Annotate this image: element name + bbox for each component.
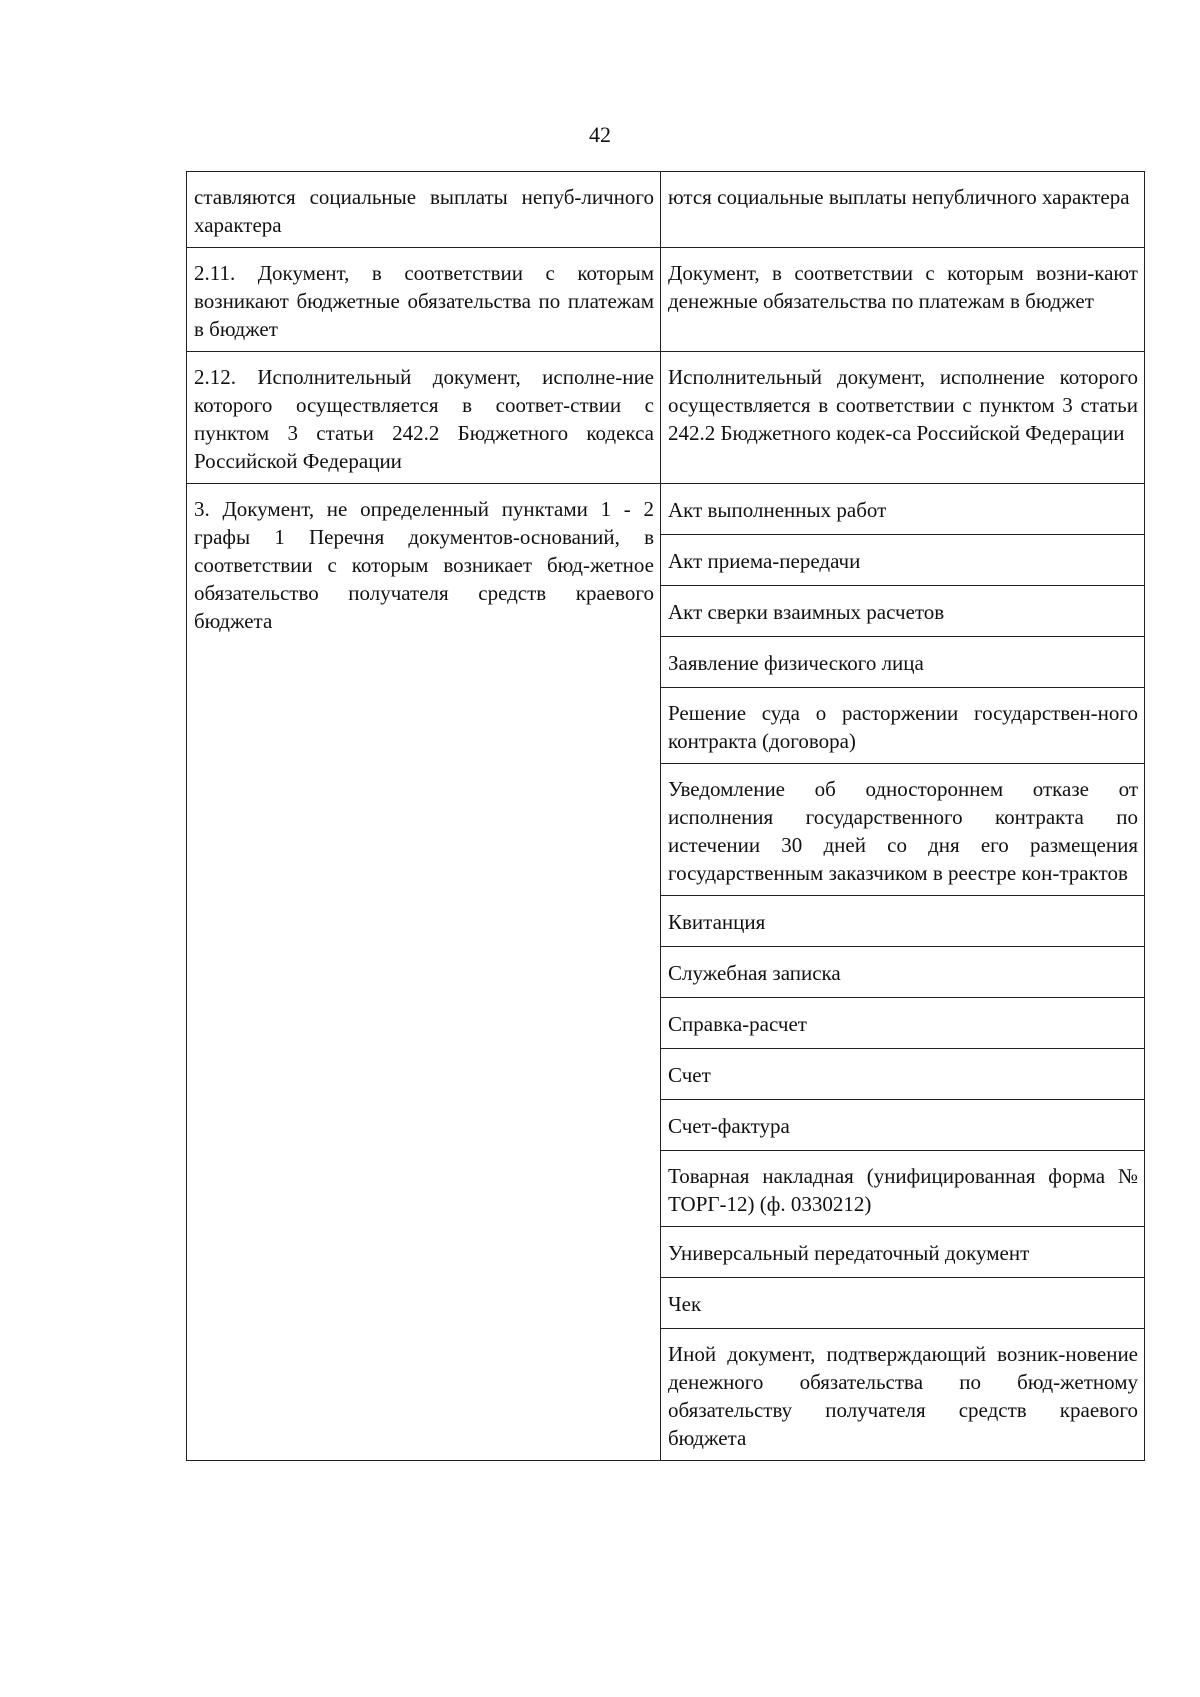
table-cell-left-group	[187, 484, 661, 1461]
document-type-item	[661, 1151, 1145, 1227]
document-type-item	[661, 1278, 1145, 1329]
document-table	[186, 171, 1145, 1461]
table-row	[187, 248, 1145, 352]
cell-text: Служебная записка	[668, 961, 841, 985]
table-row	[187, 484, 1145, 535]
table-cell-left	[187, 352, 661, 484]
cell-text: 3. Документ, не определенный пунктами 1 - 2 графы 1 Перечня документов-оснований, в соответствии с которым возникает бюд-жетное обязательство получателя средств краевого бюджета	[194, 497, 654, 633]
document-type-item	[661, 947, 1145, 998]
document-type-item	[661, 1227, 1145, 1278]
document-type-item	[661, 1049, 1145, 1100]
document-type-item	[661, 896, 1145, 947]
cell-text: Чек	[668, 1292, 702, 1316]
cell-text: Акт приема-передачи	[668, 549, 861, 573]
document-type-item	[661, 637, 1145, 688]
document-type-item	[661, 535, 1145, 586]
document-type-item	[661, 1329, 1145, 1461]
cell-text: Документ, в соответствии с которым возни-кают денежные обязательства по платежам в бюджет	[668, 261, 1138, 313]
cell-text: Универсальный передаточный документ	[668, 1241, 1030, 1265]
table-cell-right	[661, 248, 1145, 352]
page-number: 42	[589, 122, 611, 147]
cell-text: Решение суда о расторжении государствен-ного контракта (договора)	[668, 701, 1138, 753]
cell-text: Счет	[668, 1063, 711, 1087]
table-cell-left	[187, 172, 661, 248]
table-row	[187, 352, 1145, 484]
document-type-item	[661, 688, 1145, 764]
cell-text: Акт выполненных работ	[668, 498, 887, 522]
cell-text: Счет-фактура	[668, 1114, 790, 1138]
cell-text: 2.12. Исполнительный документ, исполне-ние которого осуществляется в соответ-ствии с пунктом 3 статьи 242.2 Бюджетного кодекса Российской Федерации	[194, 365, 654, 473]
cell-text: Заявление физического лица	[668, 651, 924, 675]
table-cell-right	[661, 352, 1145, 484]
table-cell-right	[661, 172, 1145, 248]
document-type-item	[661, 998, 1145, 1049]
cell-text: ются социальные выплаты непубличного характера	[668, 185, 1130, 209]
cell-text: Товарная накладная (унифицированная форма № ТОРГ-12) (ф. 0330212)	[668, 1164, 1138, 1216]
cell-text: 2.11. Документ, в соответствии с которым возникают бюджетные обязательства по платежам в бюджет	[194, 261, 654, 341]
cell-text: Уведомление об одностороннем отказе от исполнения государственного контракта по истечении 30 дней со дня его размещения государственным заказчиком в реестре кон-трактов	[668, 777, 1138, 885]
document-type-item	[661, 764, 1145, 896]
document-type-item	[661, 1100, 1145, 1151]
cell-text: Справка-расчет	[668, 1012, 807, 1036]
cell-text: ставляются социальные выплаты непуб-личного характера	[194, 185, 654, 237]
document-type-item	[661, 586, 1145, 637]
cell-text: Акт сверки взаимных расчетов	[668, 600, 945, 624]
table-cell-left	[187, 248, 661, 352]
cell-text: Исполнительный документ, исполнение которого осуществляется в соответствии с пунктом 3 статьи 242.2 Бюджетного кодек-са Российской Федерации	[668, 365, 1138, 445]
cell-text: Иной документ, подтверждающий возник-новение денежного обязательства по бюд-жетному обязательству получателя средств краевого бюджета	[668, 1342, 1138, 1450]
table-row	[187, 172, 1145, 248]
document-type-item	[661, 484, 1145, 535]
cell-text: Квитанция	[668, 910, 766, 934]
